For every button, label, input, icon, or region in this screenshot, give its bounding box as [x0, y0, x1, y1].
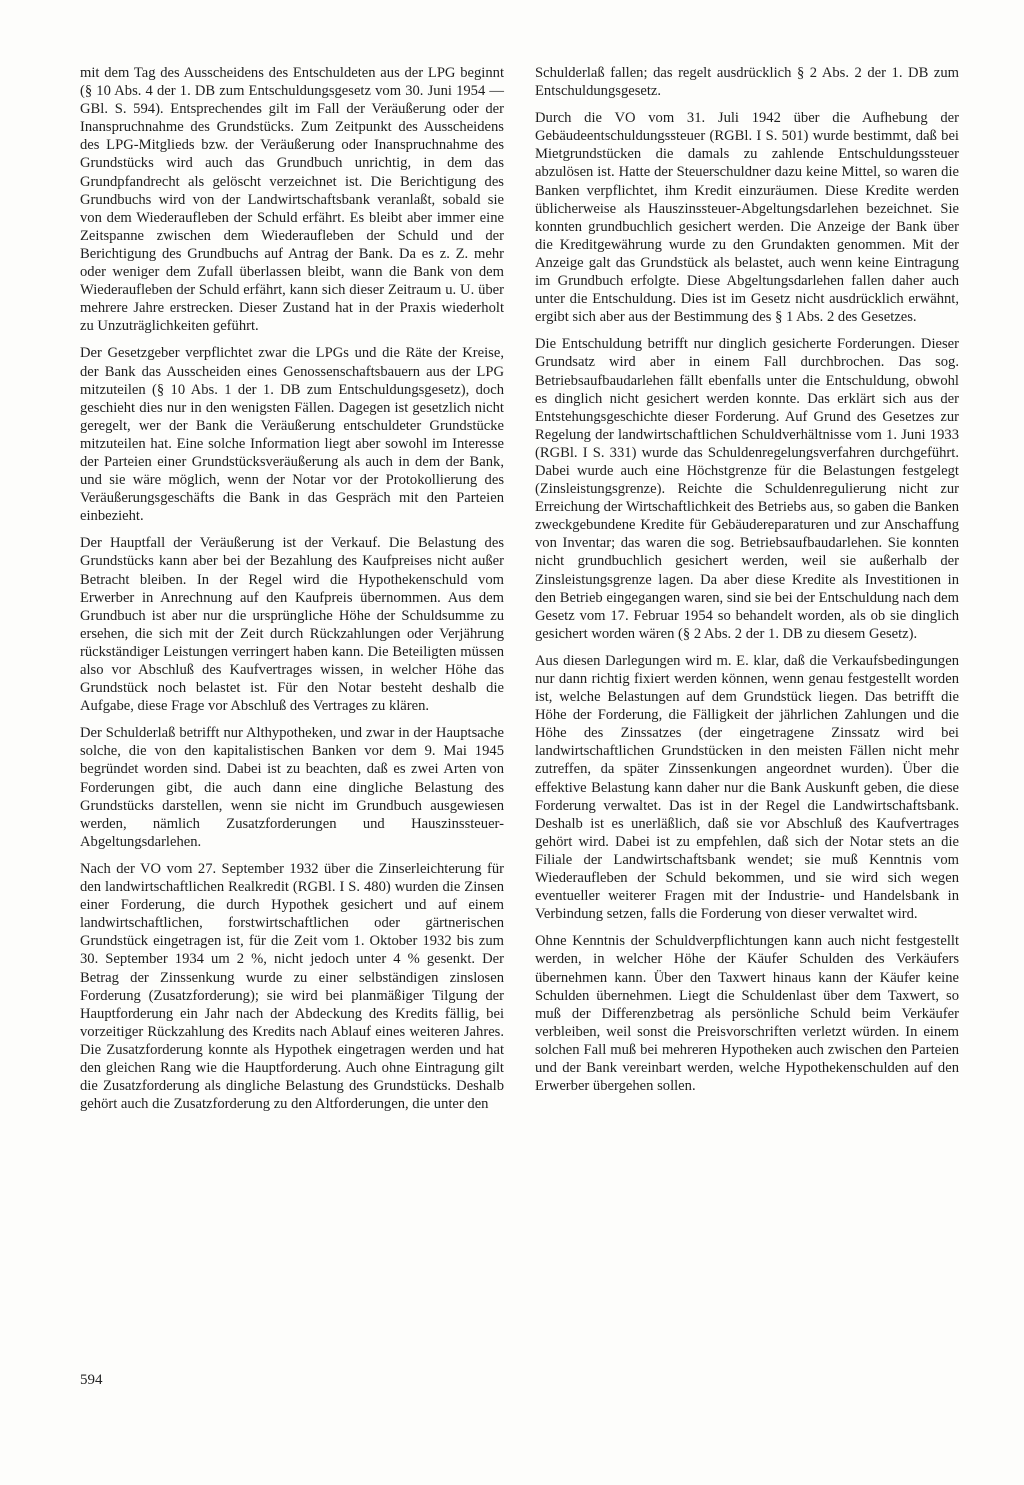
paragraph: Der Gesetzgeber verpflichtet zwar die LPGs und die Räte der Kreise, der Bank das Ausscheiden eines Genossenschaftsbauern aus der LPG mitzuteilen (§ 10 Abs. 1 der 1. DB zum Entschuldungsgesetz), doch geschieht dies nur in den wenigsten Fällen. Dagegen ist gesetzlich nicht geregelt, wer der Bank die Veräußerung entschuldeter Grundstücke mitzuteilen hat. Eine solche Information liegt aber sowohl im Interesse der Parteien einer Grundstücksveräußerung als auch in dem der Bank, und sie wäre möglich, wenn der Notar vor der Protokollierung des Veräußerungsgeschäfts die Bank in das Gespräch mit den Parteien einbezieht. [80, 345, 504, 525]
paragraph: Durch die VO vom 31. Juli 1942 über die Aufhebung der Gebäudeentschuldungssteuer (RGBl. I S. 501) wurde bestimmt, daß bei Mietgrundstücken die damals zu zahlende Entschuldungssteuer abzulösen ist. Hatte der Steuerschuldner dazu keine Mittel, so waren die Banken verpflichtet, ihm Kredit einzuräumen. Diese Kredite werden üblicherweise als Hauszinssteuer-Abgeltungsdarlehen bezeichnet. Sie konnten grundbuchlich gesichert werden. Die Anzeige der Bank über die Kreditgewährung wurde zu den Grundakten genommen. Mit der Anzeige galt das Grundstück als belastet, auch wenn keine Eintragung im Grundbuch erfolgte. Diese Abgeltungsdarlehen fallen daher auch unter die Entschuldung. Dies ist im Gesetz nicht ausdrücklich erwähnt, ergibt sich aber aus der Bestimmung des § 1 Abs. 2 des Gesetzes. [535, 110, 959, 326]
paragraph: Der Schulderlaß betrifft nur Althypotheken, und zwar in der Hauptsache solche, die von den kapitalistischen Banken vor dem 9. Mai 1945 begründet worden sind. Dabei ist zu beachten, daß es zwei Arten von Forderungen gibt, die auch dann eine dingliche Belastung des Grundstücks darstellen, wenn sie nicht im Grundbuch ausgewiesen werden, nämlich Zusatzforderungen und Hauszinssteuer-Abgeltungsdarlehen. [80, 725, 504, 850]
paragraph: Schulderlaß fallen; das regelt ausdrücklich § 2 Abs. 2 der 1. DB zum Entschuldungsgesetz. [535, 65, 959, 100]
right-column [535, 64, 959, 1104]
paragraph: Ohne Kenntnis der Schuldverpflichtungen kann auch nicht festgestellt werden, in welcher Höhe der Käufer Schulden des Verkäufers übernehmen kann. Über den Taxwert hinaus kann der Käufer keine Schulden übernehmen. Liegt die Schuldenlast über dem Taxwert, so muß der Differenzbetrag als persönliche Schuld beim Verkäufer verbleiben, weil sonst die Preisvorschriften verletzt würden. In einem solchen Fall muß bei mehreren Hypotheken auch zwischen den Parteien und der Bank vereinbart werden, welche Hypothekenschulden auf den Erwerber übergehen sollen. [535, 933, 959, 1095]
paragraph: Der Hauptfall der Veräußerung ist der Verkauf. Die Belastung des Grundstücks kann aber bei der Bezahlung des Kaufpreises nicht außer Betracht bleiben. In der Regel wird die Hypothekenschuld vom Erwerber in Anrechnung auf den Kaufpreis übernommen. Aus dem Grundbuch ist aber nur die ursprüngliche Höhe der Schuldsumme zu ersehen, die sich mit der Zeit durch Rückzahlungen oder Verjährung rückständiger Leistungen verringert haben kann. Die Beteiligten müssen also vor Abschluß des Kaufvertrages wissen, in welcher Höhe das Grundstück noch belastet ist. Für den Notar besteht deshalb die Aufgabe, diese Frage vor Abschluß des Vertrages zu klären. [80, 535, 504, 715]
paragraph: Die Entschuldung betrifft nur dinglich gesicherte Forderungen. Dieser Grundsatz wird aber in einem Fall durchbrochen. Das sog. Betriebsaufbaudarlehen fällt ebenfalls unter die Entschuldung, obwohl es dinglich nicht gesichert werden konnte. Das erklärt sich aus der Entstehungsgeschichte dieser Forderung. Auf Grund des Gesetzes zur Regelung der landwirtschaftlichen Schuldverhältnisse vom 1. Juni 1933 (RGBl. I S. 331) wurde das Schuldenregelungsverfahren durchgeführt. Dabei wurde auch eine Höchstgrenze für die Belastungen festgelegt (Zinsleistungsgrenze). Reichte die Schuldenregulierung nicht zur Erreichung der Wirtschaftlichkeit des Betriebs aus, so gaben die Banken zweckgebundene Kredite für Gebäudereparaturen und zur Anschaffung von Inventar; das waren die sog. Betriebsaufbaudarlehen. Sie konnten nicht grundbuchlich gesichert werden, weil sie außerhalb der Zinsleistungsgrenze lagen. Da aber diese Kredite als Investitionen in den Betrieb eingegangen waren, sind sie bei der Entschuldung nach dem Gesetz vom 17. Februar 1954 so behandelt worden, als ob sie dinglich gesichert worden wären (§ 2 Abs. 2 der 1. DB zu diesem Gesetz). [535, 336, 959, 642]
left-column [80, 64, 504, 1122]
page-number: 594 [80, 1372, 103, 1388]
paragraph: Nach der VO vom 27. September 1932 über die Zinserleichterung für den landwirtschaftlichen Realkredit (RGBl. I S. 480) wurden die Zinsen einer Forderung, die durch Hypothek gesichert und auf einem landwirtschaftlichen, forstwirtschaftlichen oder gärtnerischen Grundstück eingetragen ist, für die Zeit vom 1. Oktober 1932 bis zum 30. September 1934 um 2 %, nicht jedoch unter 4 % gesenkt. Der Betrag der Zinssenkung wurde zu einer selbständigen zinslosen Forderung (Zusatzforderung); sie wird bei planmäßiger Tilgung der Hauptforderung ein Jahr nach der Abdeckung des Kredits fällig, bei vorzeitiger Rückzahlung des Kredits nach Ablauf eines weiteren Jahres. Die Zusatzforderung konnte als Hypothek eingetragen werden und hat den gleichen Rang wie die Hauptforderung. Auch ohne Eintragung gilt die Zusatzforderung als dingliche Belastung des Grundstücks. Deshalb gehört auch die Zusatzforderung zu den Altforderungen, die unter den [80, 860, 504, 1113]
paragraph: mit dem Tag des Ausscheidens des Entschuldeten aus der LPG beginnt (§ 10 Abs. 4 der 1. DB zum Entschuldungsgesetz vom 30. Juni 1954 — GBl. S. 594). Entsprechendes gilt im Fall der Veräußerung oder der Inanspruchnahme des Grundstücks. Zum Zeitpunkt des Ausscheidens des LPG-Mitglieds bzw. der Veräußerung oder Inanspruchnahme des Grundstücks wird auch das Grundbuch unrichtig, in dem das Grundpfandrecht als gelöscht verzeichnet ist. Die Berichtigung des Grundbuchs wird von der Landwirtschaftsbank veranlaßt, sobald sie von dem Wiederaufleben der Schuld erfährt. Es bleibt aber immer eine Zeitspanne zwischen dem Wiederaufleben der Schuld und der Berichtigung des Grundbuchs auf Antrag der Bank. Da es z. Z. mehr oder weniger dem Zufall überlassen bleibt, wann die Bank von dem Wiederaufleben der Schuld erfährt, kann sich dieser Zeitraum u. U. über mehrere Jahre erstrecken. Dieser Zustand hat in der Praxis wiederholt zu Unzuträglichkeiten geführt. [80, 65, 504, 335]
paragraph: Aus diesen Darlegungen wird m. E. klar, daß die Verkaufsbedingungen nur dann richtig fixiert werden können, wenn genau festgestellt worden ist, welche Belastungen auf dem Grundstück liegen. Das betrifft die Höhe der Forderung, die Fälligkeit der jährlichen Zahlungen und die Höhe des Zinssatzes (der eingetragene Zinssatz wird bei landwirtschaftlichen Grundstücken in den meisten Fällen nicht mehr zutreffen, da später Zinssenkungen angeordnet wurden). Über die effektive Belastung kann daher nur die Bank Auskunft geben, die diese Forderung verwaltet. Das ist in der Regel die Landwirtschaftsbank. Deshalb ist es unerläßlich, daß sie vor Abschluß des Kaufvertrages gehört wird. Dabei ist zu empfehlen, daß sich der Notar stets an die Filiale der Landwirtschaftsbank wendet; sie muß Kenntnis vom Wiederaufleben der Schuld bekommen, und sie wird sich wegen eventueller weiterer Fragen mit der Industrie- und Handelsbank in Verbindung setzen, falls die Forderung von dieser verwaltet wird. [535, 652, 959, 923]
